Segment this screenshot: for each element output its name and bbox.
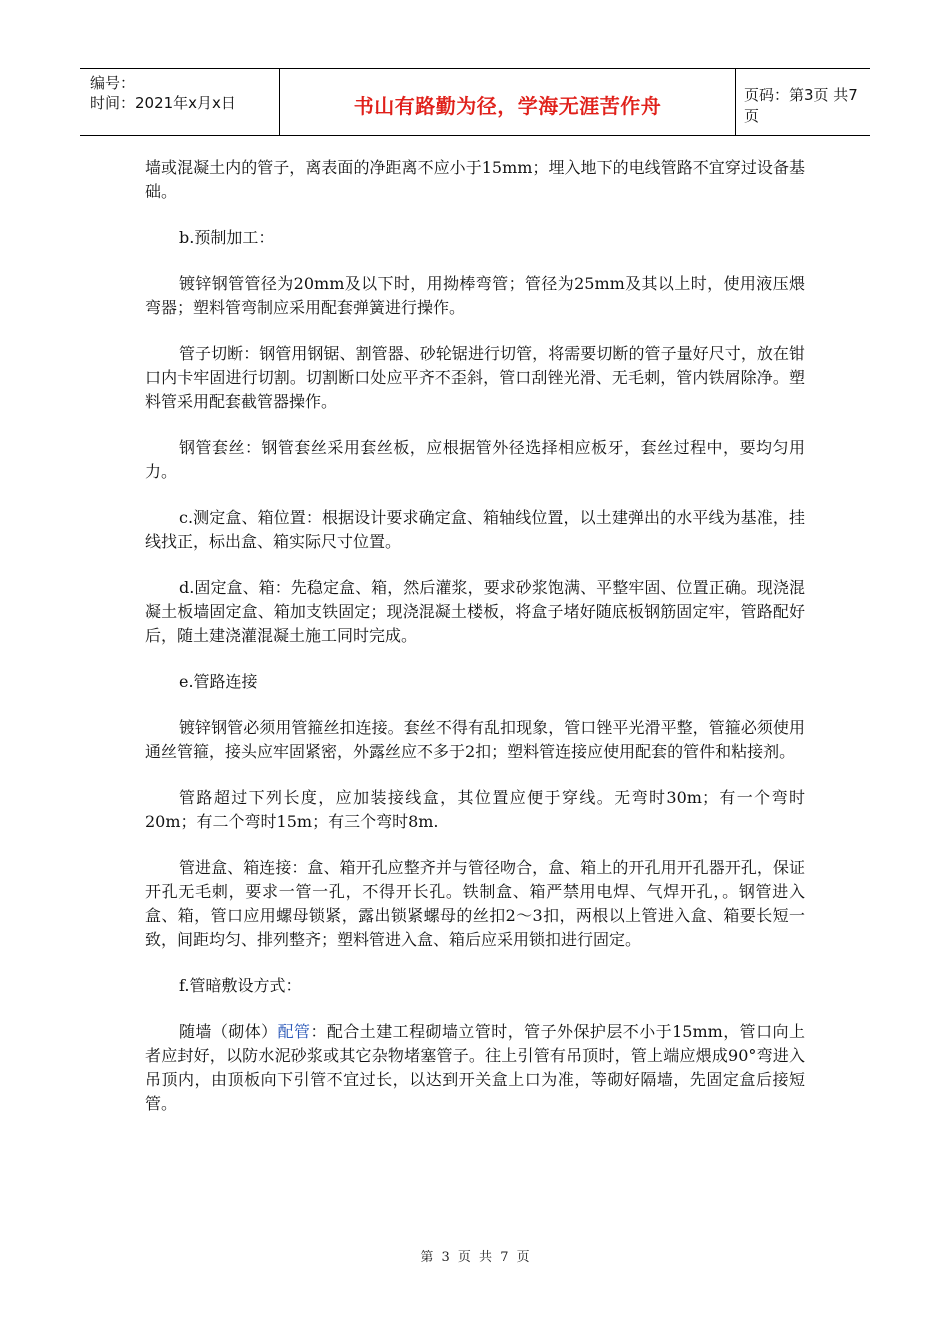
header-meta — [80, 69, 280, 135]
paragraph: 管子切断：钢管用钢锯、割管器、砂轮锯进行切管，将需要切断的管子量好尺寸，放在钳口内卡牢固进行切割。切割断口处应平齐不歪斜，管口刮锉光滑、无毛刺，管内铁屑除净。塑料管采用配套截管器操作。 — [145, 344, 805, 411]
header-page-info: 页码：第3页 共7页 — [744, 86, 858, 125]
section-heading-b: b.预制加工： — [179, 228, 275, 247]
document-body — [145, 156, 805, 1138]
section-heading-c: c.测定盒、箱位置：根据设计要求确定盒、箱轴线位置，以土建弹出的水平线为基准，挂线找正，标出盒、箱实际尺寸位置。 — [145, 508, 805, 551]
page-header — [80, 68, 870, 136]
paragraph-last — [145, 1020, 805, 1116]
highlighted-link-text[interactable]: 配管 — [277, 1022, 311, 1041]
paragraph: 钢管套丝：钢管套丝采用套丝板，应根据管外径选择相应板牙，套丝过程中，要均匀用力。 — [145, 438, 805, 481]
paragraph-text: 随墙（砌体） — [179, 1022, 278, 1041]
paragraph: 管路超过下列长度，应加装接线盒，其位置应便于穿线。无弯时30m；有一个弯时20m；有二个弯时15m；有三个弯时8m. — [145, 788, 805, 831]
paragraph: 镀锌钢管必须用管箍丝扣连接。套丝不得有乱扣现象，管口锉平光滑平整，管箍必须使用通丝管箍，接头应牢固紧密，外露丝应不多于2扣；塑料管连接应使用配套的管件和粘接剂。 — [145, 718, 805, 761]
section-heading-e: e.管路连接 — [179, 672, 258, 691]
header-motto-cell — [280, 69, 736, 135]
section-heading-d: d.固定盒、箱：先稳定盒、箱，然后灌浆，要求砂浆饱满、平整牢固、位置正确。现浇混凝土板墙固定盒、箱加支铁固定；现浇混凝土楼板，将盒子堵好随底板钢筋固定牢，管路配好后，随土建浇灌混凝土施工同时完成。 — [145, 578, 805, 645]
document-date: 时间：2021年x月x日 — [90, 94, 236, 112]
header-motto: 书山有路勤为径，学海无涯苦作舟 — [353, 93, 662, 118]
paragraph: 管进盒、箱连接：盒、箱开孔应整齐并与管径吻合，盒、箱上的开孔用开孔器开孔，保证开孔无毛刺，要求一管一孔，不得开长孔。铁制盒、箱严禁用电焊、气焊开孔，。钢管进入盒、箱，管口应用螺母锁紧，露出锁紧螺母的丝扣2～3扣，两根以上管进入盒、箱要长短一致，间距均匀、排列整齐；塑料管进入盒、箱后应采用锁扣进行固定。 — [145, 858, 805, 949]
document-number-label: 编号： — [90, 74, 136, 92]
paragraph: 镀锌钢管管径为20mm及以下时，用拗棒弯管；管径为25mm及其以上时，使用液压煨弯器；塑料管弯制应采用配套弹簧进行操作。 — [145, 274, 805, 317]
section-heading-f: f.管暗敷设方式： — [179, 976, 302, 995]
paragraph-text: ：配合土建工程砌墙立管时，管子外保护层不小于15mm，管口向上者应封好，以防水泥砂浆或其它杂物堵塞管子。往上引管有吊顶时，管上端应煨成90°弯进入吊顶内，由顶板向下引管不宜过长，以达到开关盒上口为准，等砌好隔墙，先固定盒后接短管。 — [145, 1022, 805, 1113]
page-footer: 第 3 页 共 7 页 — [420, 1250, 530, 1265]
header-page-info-cell — [736, 69, 870, 135]
paragraph-continuation: 墙或混凝土内的管子，离表面的净距离不应小于15mm；埋入地下的电线管路不宜穿过设备基础。 — [145, 158, 805, 201]
